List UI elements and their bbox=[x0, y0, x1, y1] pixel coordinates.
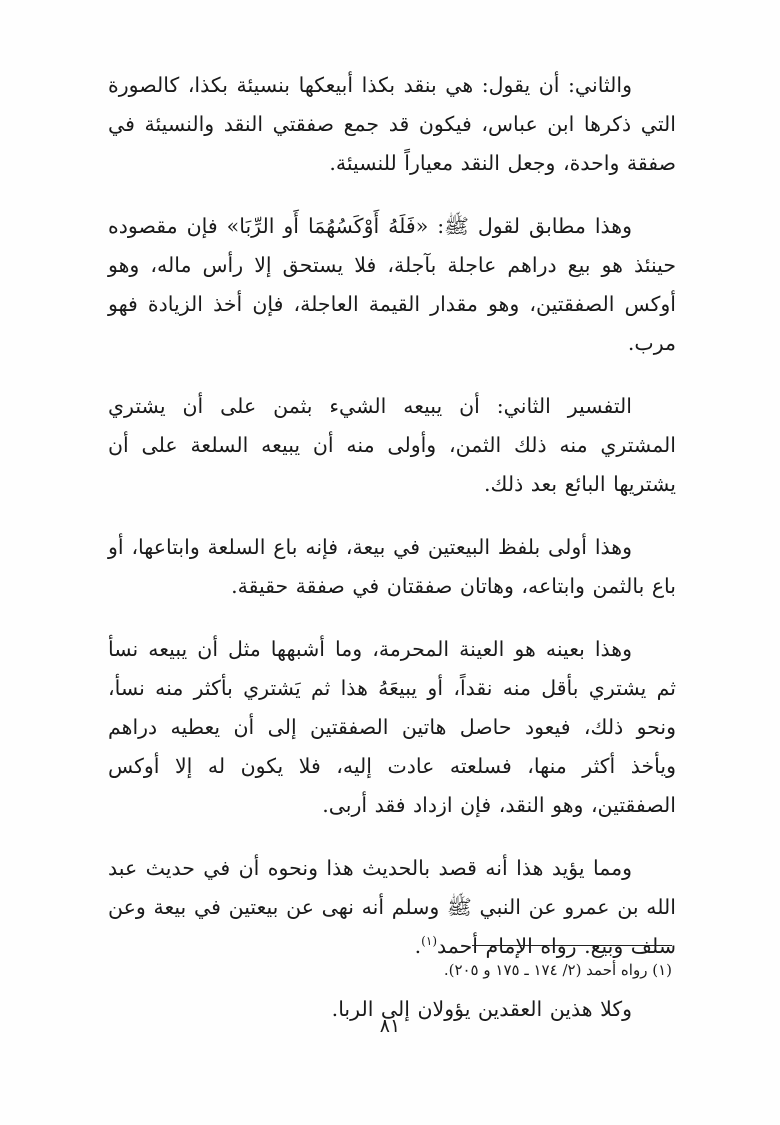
paragraph-4: وهذا أولى بلفظ البيعتين في بيعة، فإنه باع السلعة وابتاعها، أو باع بالثمن وابتاعه، وهاتان صفقتان في صفقة حقيقة. bbox=[108, 535, 676, 598]
paragraph-1: والثاني: أن يقول: هي بنقد بكذا أبيعكها بنسيئة بكذا، كالصورة التي ذكرها ابن عباس، فيكون قد جمع صفقتي النقد والنسيئة في صفقة واحدة، وجعل النقد معياراً للنسيئة. bbox=[108, 73, 676, 175]
paragraph-6 bbox=[108, 849, 676, 966]
footnote-reference: (١) bbox=[421, 934, 437, 949]
paragraph-3: التفسير الثاني: أن يبيعه الشيء بثمن على أن يشتري المشتري منه ذلك الثمن، وأولى منه أن يبيعه السلعة على أن يشتريها البائع بعد ذلك. bbox=[108, 394, 676, 496]
page-number: ٨١ bbox=[379, 1015, 401, 1037]
main-text bbox=[108, 66, 676, 1029]
paragraph-2: وهذا مطابق لقول ﷺ: «فَلَهُ أَوْكَسُهُمَا أَو الرِّبَا» فإن مقصوده حينئذ هو بيع دراهم عاجلة بآجلة، فلا يستحق إلا رأس ماله، وهو أوكس الصفقتين، وهو مقدار القيمة العاجلة، فإن أخذ الزيادة فهو مرب. bbox=[108, 214, 676, 355]
footnote: (١) رواه أحمد (٢/ ١٧٤ ـ ١٧٥ و ٢٠٥). bbox=[443, 961, 672, 979]
paragraph-6-text: ومما يؤيد هذا أنه قصد بالحديث هذا ونحوه أن في حديث عبد الله بن عمرو عن النبي ﷺ وسلم أنه نهى عن بيعتين في بيعة وعن سلف وبيع. رواه الإمام أحمد bbox=[108, 856, 676, 958]
paragraph-5: وهذا بعينه هو العينة المحرمة، وما أشبهها مثل أن يبيعه نسأ ثم يشتري بأقل منه نقداً، أو يبيعَهُ هذا ثم يَشتري بأكثر منه نسأ، ونحو ذلك، فيعود حاصل هاتين الصفقتين إلى أن يعطيه دراهم ويأخذ أكثر منها، فسلعته عادت إليه، فلا يكون له إلا أوكس الصفقتين، وهو النقد، فإن ازداد فقد أربى. bbox=[108, 637, 676, 817]
sentence-end: . bbox=[414, 934, 422, 958]
footnote-divider bbox=[472, 945, 672, 946]
paragraph-7: وكلا هذين العقدين يؤولان إلى الربا. bbox=[331, 997, 632, 1021]
